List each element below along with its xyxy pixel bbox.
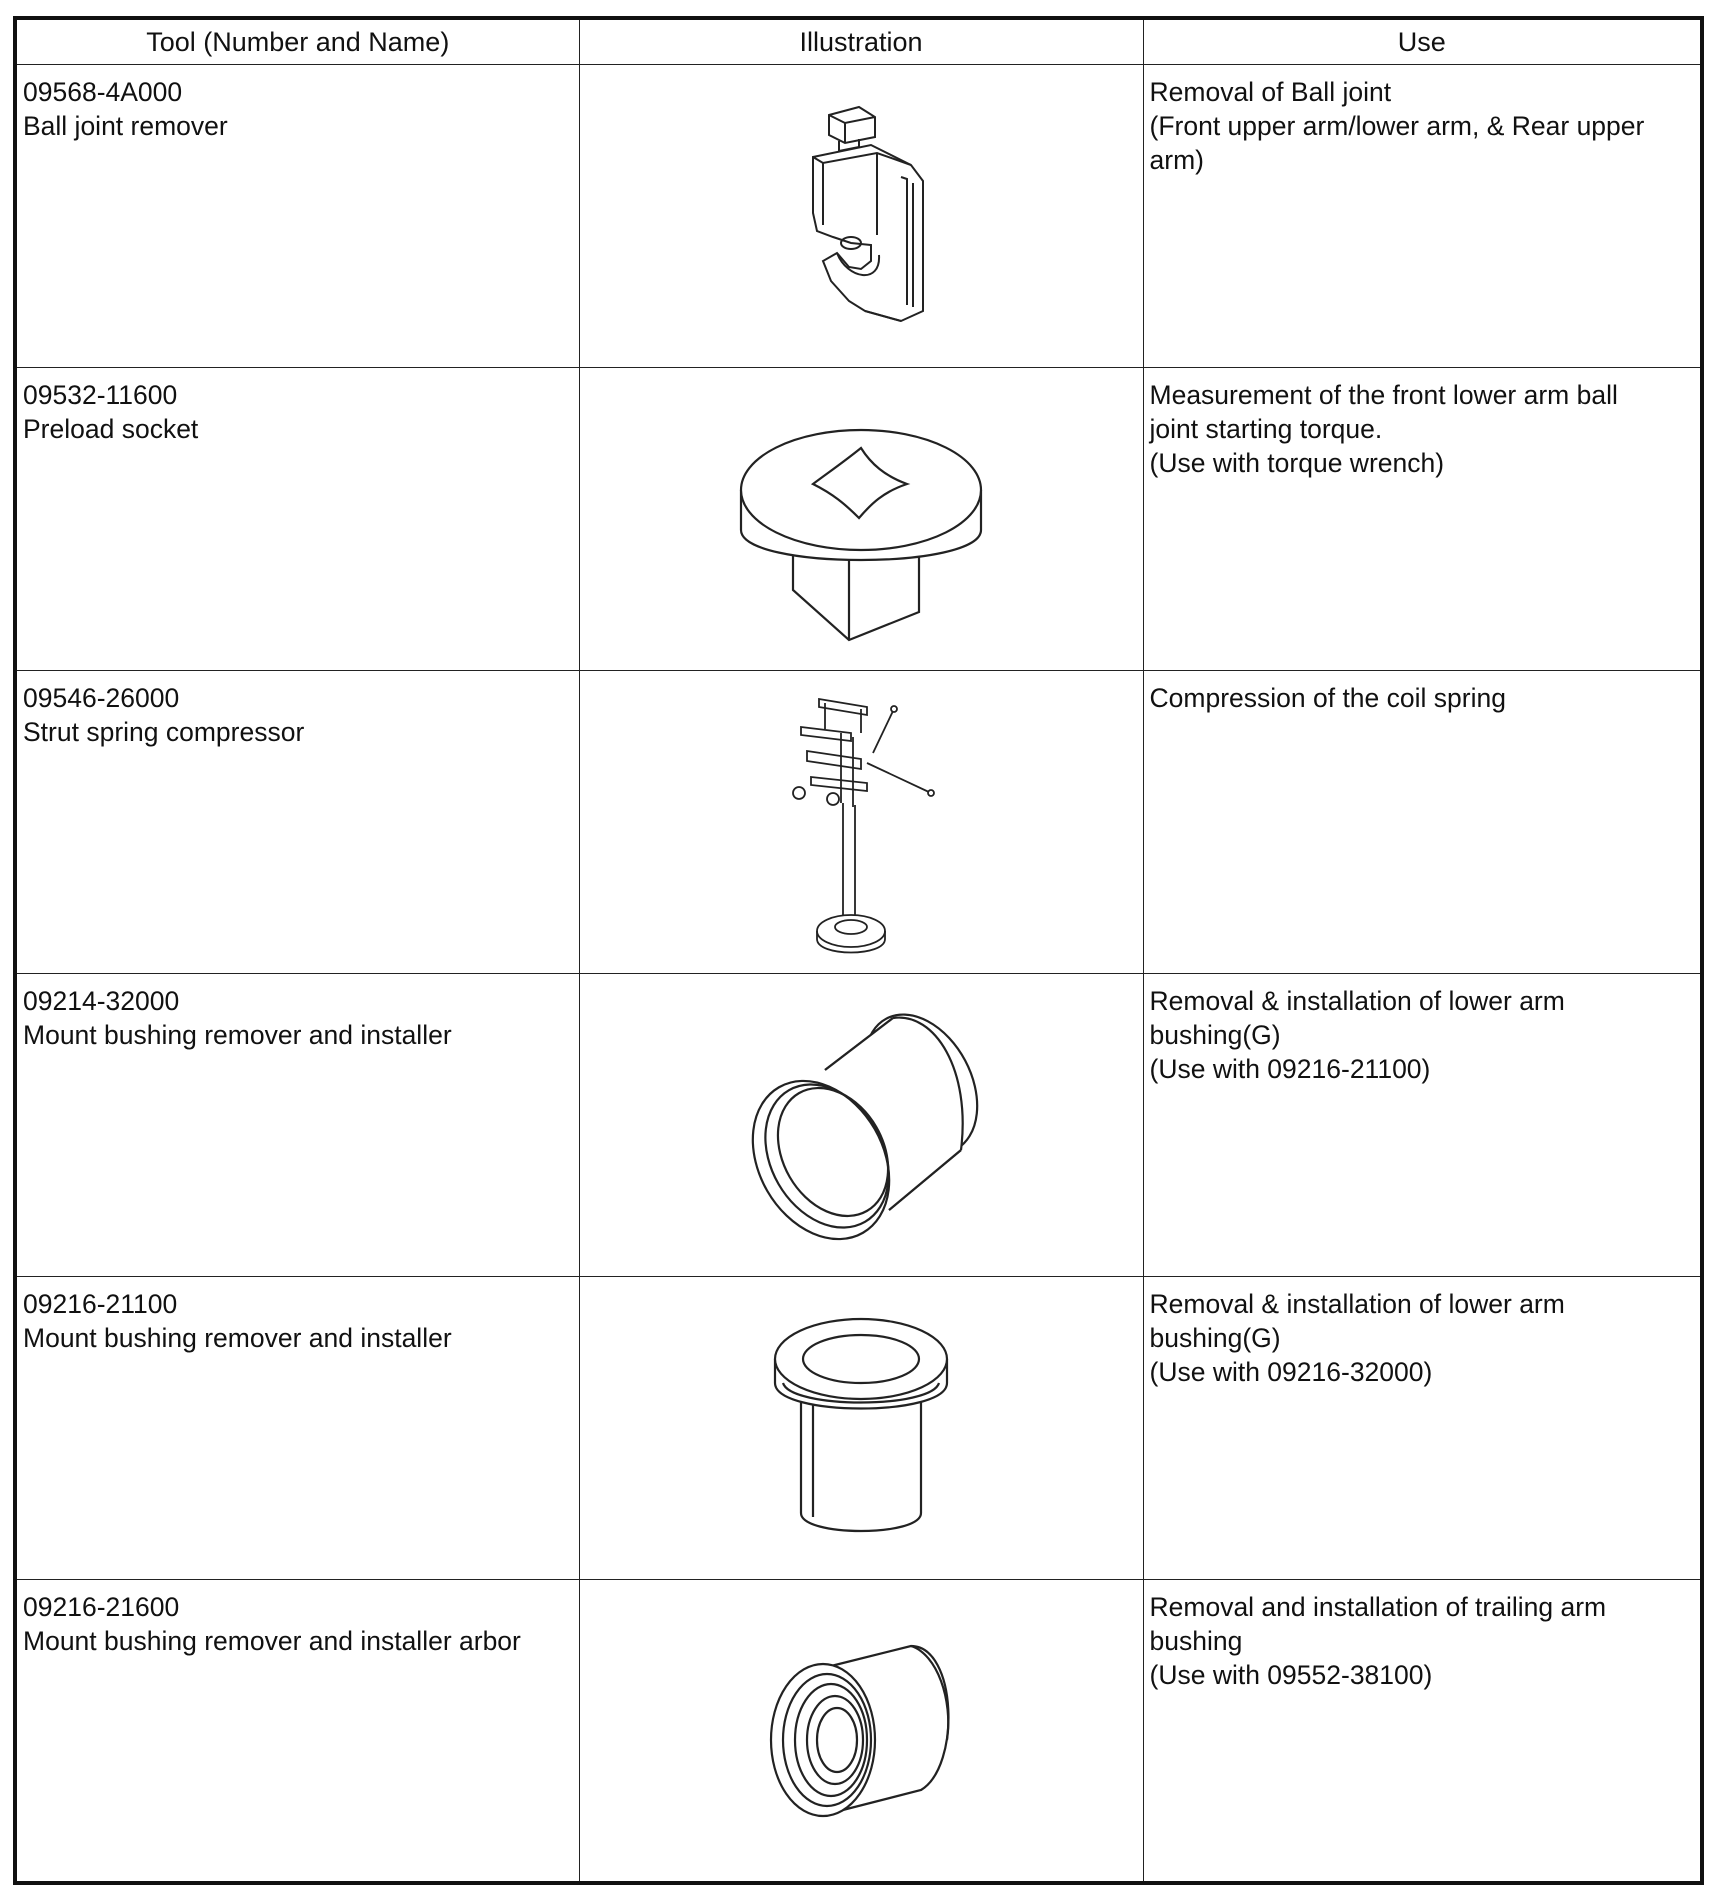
illustration-cell [579,671,1143,974]
use-line: Measurement of the front lower arm ball [1149,380,1618,410]
preload-socket-icon [721,400,1001,650]
tool-cell [15,1277,579,1580]
illustration-cell [579,974,1143,1277]
use-line: (Use with 09552-38100) [1149,1660,1433,1690]
tool-number: 09546-26000 [23,683,180,713]
table-row [15,671,1702,974]
use-line: (Use with 09216-32000) [1149,1357,1433,1387]
use-line: (Use with 09216-21100) [1149,1054,1431,1084]
table-row [15,1580,1702,1883]
tool-name: Mount bushing remover and installer [23,1323,452,1353]
header-tool: Tool (Number and Name) [15,18,579,65]
use-line: Compression of the coil spring [1149,683,1506,713]
illustration-cell [579,1277,1143,1580]
use-line: arm) [1149,145,1204,175]
tool-cell [15,368,579,671]
installer-arbor-icon [761,1640,961,1820]
illustration-cell [579,1580,1143,1883]
table-row [15,1277,1702,1580]
tool-cell [15,974,579,1277]
bushing-tube-icon [721,1010,1001,1250]
table-header-row [15,18,1702,65]
use-line: (Use with torque wrench) [1149,448,1445,478]
use-line: Removal & installation of lower arm [1149,1289,1565,1319]
use-line: bushing(G) [1149,1323,1281,1353]
tool-name: Ball joint remover [23,111,228,141]
ball-joint-remover-icon [751,85,971,345]
strut-spring-compressor-icon [781,693,941,963]
header-illustration: Illustration [579,18,1143,65]
use-line: Removal and installation of trailing arm [1149,1592,1607,1622]
illustration-cell [579,65,1143,368]
flanged-bushing-icon [771,1313,951,1553]
illustration-cell [579,368,1143,671]
tool-cell [15,65,579,368]
header-use: Use [1143,18,1702,65]
use-cell [1143,1277,1702,1580]
tool-number: 09214-32000 [23,986,180,1016]
use-line: bushing [1149,1626,1243,1656]
tool-name: Mount bushing remover and installer [23,1020,452,1050]
tool-number: 09568-4A000 [23,77,183,107]
tool-number: 09216-21600 [23,1592,180,1622]
use-line: (Front upper arm/lower arm, & Rear upper [1149,111,1645,141]
tool-number: 09532-11600 [23,380,178,410]
use-cell [1143,974,1702,1277]
use-cell [1143,65,1702,368]
use-cell [1143,1580,1702,1883]
tool-cell [15,1580,579,1883]
tool-name: Strut spring compressor [23,717,305,747]
use-line: Removal & installation of lower arm [1149,986,1565,1016]
tool-name: Mount bushing remover and installer arbor [23,1626,521,1656]
table-row [15,974,1702,1277]
use-line: bushing(G) [1149,1020,1281,1050]
table-row [15,368,1702,671]
tool-cell [15,671,579,974]
table-row [15,65,1702,368]
special-tools-table [13,16,1704,1885]
use-line: joint starting torque. [1149,414,1383,444]
use-cell [1143,368,1702,671]
tool-name: Preload socket [23,414,199,444]
tool-number: 09216-21100 [23,1289,178,1319]
use-cell [1143,671,1702,974]
use-line: Removal of Ball joint [1149,77,1392,107]
